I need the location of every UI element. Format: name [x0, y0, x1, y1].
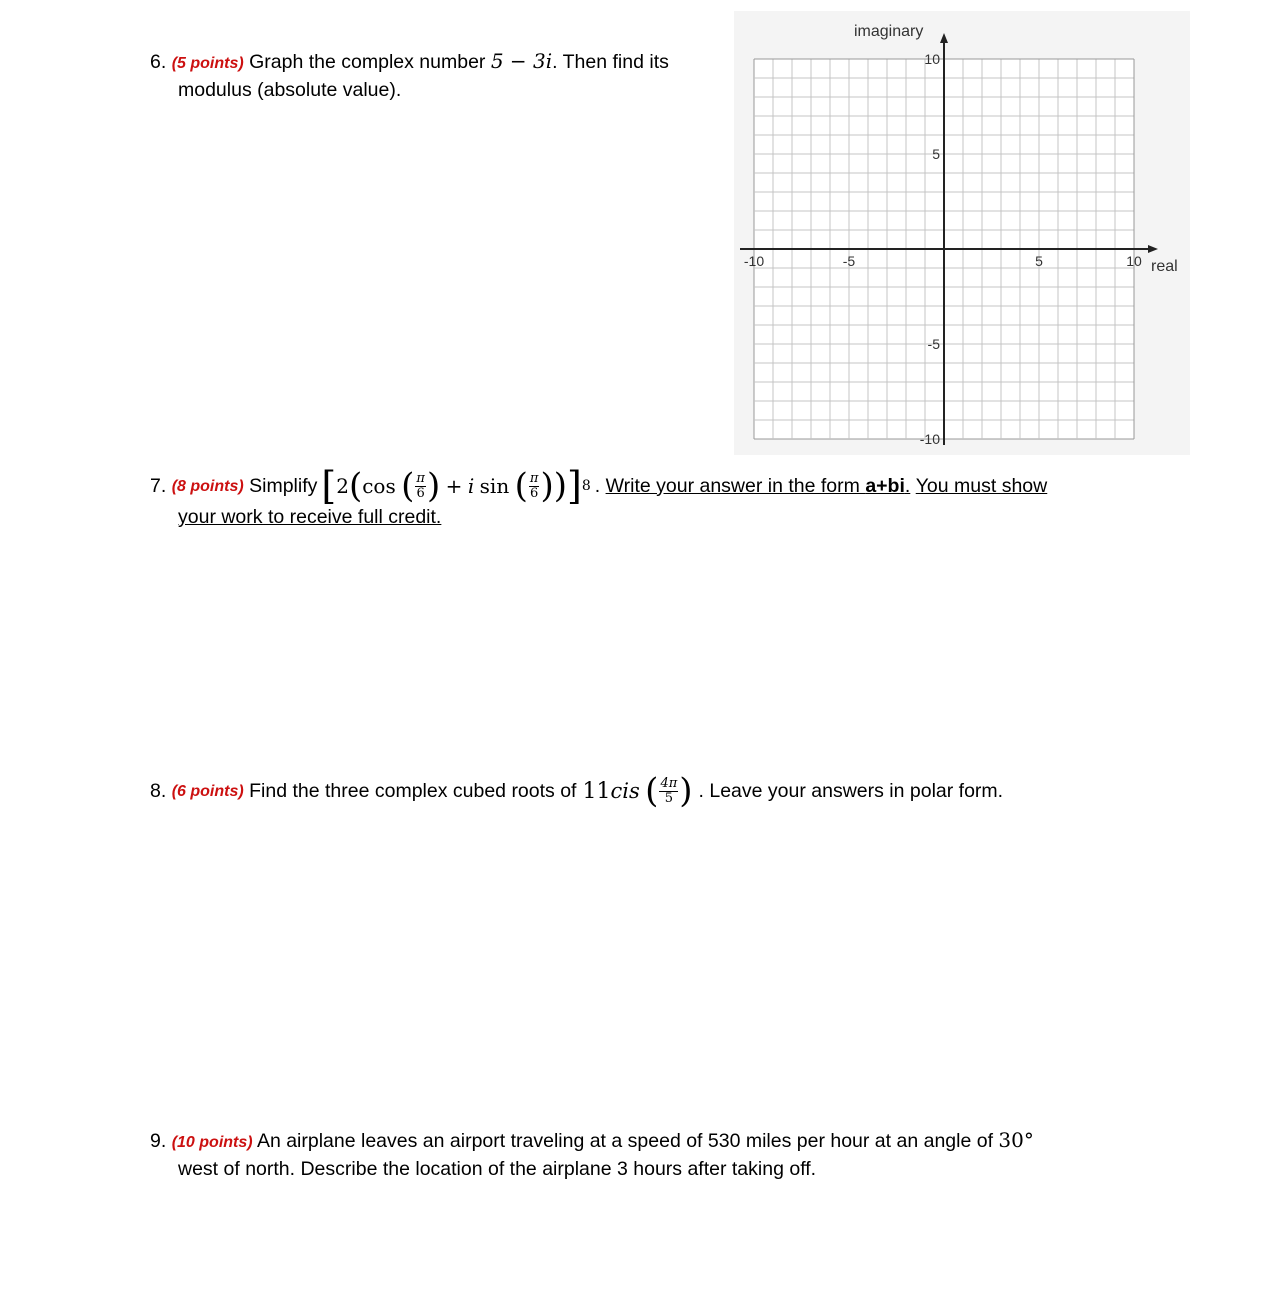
x-tick-label: 5: [1035, 253, 1043, 269]
real-axis-arrow: [1148, 245, 1158, 253]
question-7: 7 . (8 points) Simplify [ 2 ( cos ( $\frac{\pi}{6}$ ) + i sin ( $\frac{\pi}{6}$ ) ) ] 8 . Write your answer in the form a+bi. You must show your work to receive full credit.: [150, 464, 1048, 528]
question-number: 7: [150, 474, 161, 497]
points-label: (5 points): [171, 55, 244, 72]
y-tick-label: 10: [924, 51, 940, 67]
y-axis-label: imaginary: [854, 23, 924, 40]
question-text-line2: west of north. Describe the location of the airplane 3 hours after taking off.: [178, 1158, 817, 1180]
question-text-after: . Then find its: [552, 51, 669, 73]
points-label: (8 points): [171, 477, 244, 495]
y-tick-label: 5: [932, 146, 940, 162]
math-expression: 11 cis ( $\frac{4\pi}{5}$ ): [582, 771, 693, 811]
question-text: An airplane leaves an airport traveling at a speed of 530 miles per hour at an angle of: [256, 1130, 999, 1152]
x-tick-label: -10: [743, 253, 765, 269]
x-tick-label: 10: [1126, 253, 1142, 269]
points-label: (10 points): [171, 1134, 253, 1151]
y-tick-label: -10: [919, 431, 940, 447]
y-tick-label: -5: [927, 336, 940, 352]
question-number: 6: [150, 51, 161, 73]
question-text-line2: modulus (absolute value).: [178, 79, 402, 101]
question-number: 8: [150, 779, 161, 802]
question-text: Find the three complex cubed roots of: [249, 779, 577, 802]
imaginary-axis-arrow: [940, 33, 948, 43]
question-9: 9. (10 points) An airplane leaves an airport traveling at a speed of 530 miles per hour at an angle of 30° west of north. Describe the location of the airplane 3 hours after taking off.: [150, 1127, 1034, 1183]
math-expression: [ 2 ( cos ( $\frac{\pi}{6}$ ) + i sin ( $\frac{\pi}{6}$ ) ) ] 8: [321, 464, 591, 508]
complex-plane-graph: [734, 11, 1190, 455]
x-tick-label: -5: [842, 253, 856, 269]
instruction-text-line2: your work to receive full credit.: [178, 506, 442, 528]
question-text: Graph the complex number: [249, 51, 491, 73]
complex-plane-svg: [734, 11, 1190, 455]
question-6: 6. (5 points) Graph the complex number 5 − 3i. Then find its modulus (absolute value).: [150, 48, 669, 104]
question-number: 9: [150, 1130, 161, 1152]
angle-value: 30°: [998, 1128, 1034, 1152]
instruction-text: Write your answer in the form a+bi.: [605, 474, 911, 497]
math-expression: 5 − 3i: [490, 49, 553, 73]
points-label: (6 points): [171, 782, 244, 800]
question-8: 8 . (6 points) Find the three complex cubed roots of 11 cis ( $\frac{4\pi}{5}$ ) . Leave your answers in polar form.: [150, 771, 1004, 811]
question-text: Simplify: [249, 474, 318, 497]
question-text-after: . Leave your answers in polar form.: [698, 779, 1004, 802]
x-axis-label: real: [1151, 258, 1178, 275]
